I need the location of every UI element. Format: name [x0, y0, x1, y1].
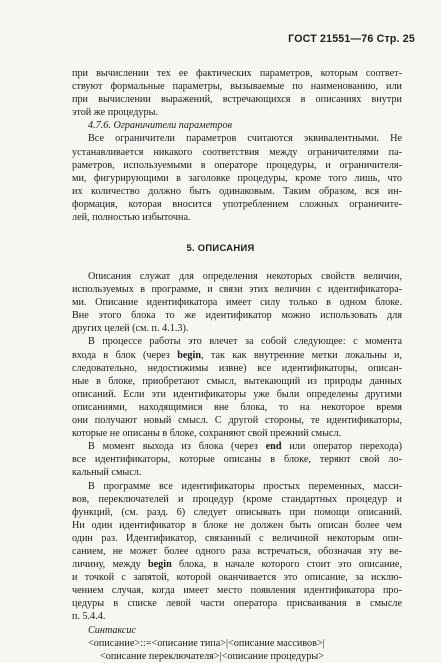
keyword-end: end [265, 441, 282, 453]
text-line [72, 558, 402, 571]
text-line: кальный смысл. [72, 467, 142, 479]
text-line: один раз. Идентификатор, связанный с величиной некоторым опи- [72, 532, 402, 544]
keyword-begin: begin [147, 559, 172, 571]
text-line: других целей (см. п. 4.1.3). [72, 323, 189, 335]
text-line: которые не описаны в блоке, сохраняют свой прежний смысл. [72, 428, 342, 440]
syntax-title: Синтаксис [88, 624, 137, 636]
text-fragment: личину, между [72, 559, 148, 571]
page-header: ГОСТ 21551—76 Стр. 25 [288, 33, 415, 45]
text-fragment: , так как внутренние метки локальны и, [201, 349, 402, 361]
text-line: ствуют формальные параметры, вызываемые по наименованию, или [72, 81, 402, 93]
text-line: Все ограничители параметров считаются эквивалентными. Не [88, 133, 402, 145]
text-line: ные в блоке, приобретают смысл, вытекающий из природы данных [72, 375, 402, 387]
text-line [72, 349, 402, 362]
text-line: при вычислении выражений, встречающихся в описаниях внутри [72, 94, 402, 106]
text-line: цедуры в списке левой части оператора присваивания в смысле [72, 598, 402, 610]
text-line: ми. Описание идентификатора имеет силу только в одном блоке. [72, 297, 402, 309]
text-line: используемых в программе, и связи этих величин с идентификатора- [72, 284, 402, 296]
text-line: Вне этого блока то же идентификатор можно использовать для [72, 310, 402, 322]
paragraph-continuation [72, 67, 402, 224]
text-line: описаниями, находящимися вне блока, то на некоторое время [72, 401, 402, 413]
text-line: чением случая, когда имеет место появления идентификатора про- [72, 585, 402, 597]
text-line: Описания служат для определения некоторых свойств величин, [88, 271, 402, 282]
text-line: В программе все идентификаторы простых переменных, масси- [88, 480, 402, 492]
text-line: В процессе работы это влечет за собой следующее: с момента [88, 336, 402, 348]
text-line: формация, которая вносится употреблением сложных ограничите- [72, 198, 402, 210]
text-line: и точкой с запятой, которой оканчивается это описание, за исклю- [72, 572, 402, 584]
text-line: лей, полностью избыточна. [72, 212, 191, 224]
section-body [72, 270, 402, 663]
text-line [72, 440, 402, 453]
text-line: они получают новый смысл. С другой стороны, те идентификаторы, [72, 415, 402, 427]
syntax-line: <описание>::=<описание типа>|<описание массивов>| [88, 637, 325, 649]
text-line: функций, (см. разд. 6) следует описывать при помощи описаний. [72, 506, 402, 518]
text-line: устанавливается никакого соответствия между ограничителями па- [72, 146, 402, 158]
subsection-title: 4.7.6. Ограничители параметров [88, 120, 233, 132]
text-line: Ни один идентификатор в блоке не должен быть описан более чем [72, 519, 402, 531]
text-fragment: входа в блок (через [72, 349, 178, 361]
text-fragment: блока, в начале которого стоит это описание, [171, 559, 403, 571]
text-line: описаний. Если эти идентификаторы уже были определены другими [72, 388, 402, 400]
text-line: следовательно, недостижимы извне) все идентификаторы, описан- [72, 362, 402, 374]
section-heading: 5. ОПИСАНИЯ [186, 242, 255, 253]
text-line: раметров, используемыми в операторе процедуры, и ограничителя- [72, 159, 402, 171]
text-line: этой же процедуры. [72, 107, 158, 119]
text-line: все идентификаторы, которые описаны в блоке, теряют свой ло- [72, 454, 402, 466]
syntax-line: <описание переключателя>|<описание процедуры> [100, 650, 324, 662]
text-line: п. 5.4.4. [72, 611, 106, 623]
text-fragment: В момент выхода из блока (через [88, 441, 266, 453]
text-line: вов, переключателей и процедур (кроме стандартных процедур и [72, 493, 402, 505]
keyword-begin: begin [177, 349, 201, 361]
text-fragment: или оператор перехода) [281, 441, 402, 453]
text-line: санием, не может более одного раза встречаться, обозначая эту ве- [72, 545, 402, 557]
text-line: их количество должно быть одинаковым. Таким образом, вся ин- [72, 185, 402, 197]
text-line: при вычислении тех ее фактических параметров, которым соответ- [72, 68, 402, 79]
text-line: ми, фигурирующими в заголовке процедуры, кроме того лишь, что [72, 172, 402, 184]
